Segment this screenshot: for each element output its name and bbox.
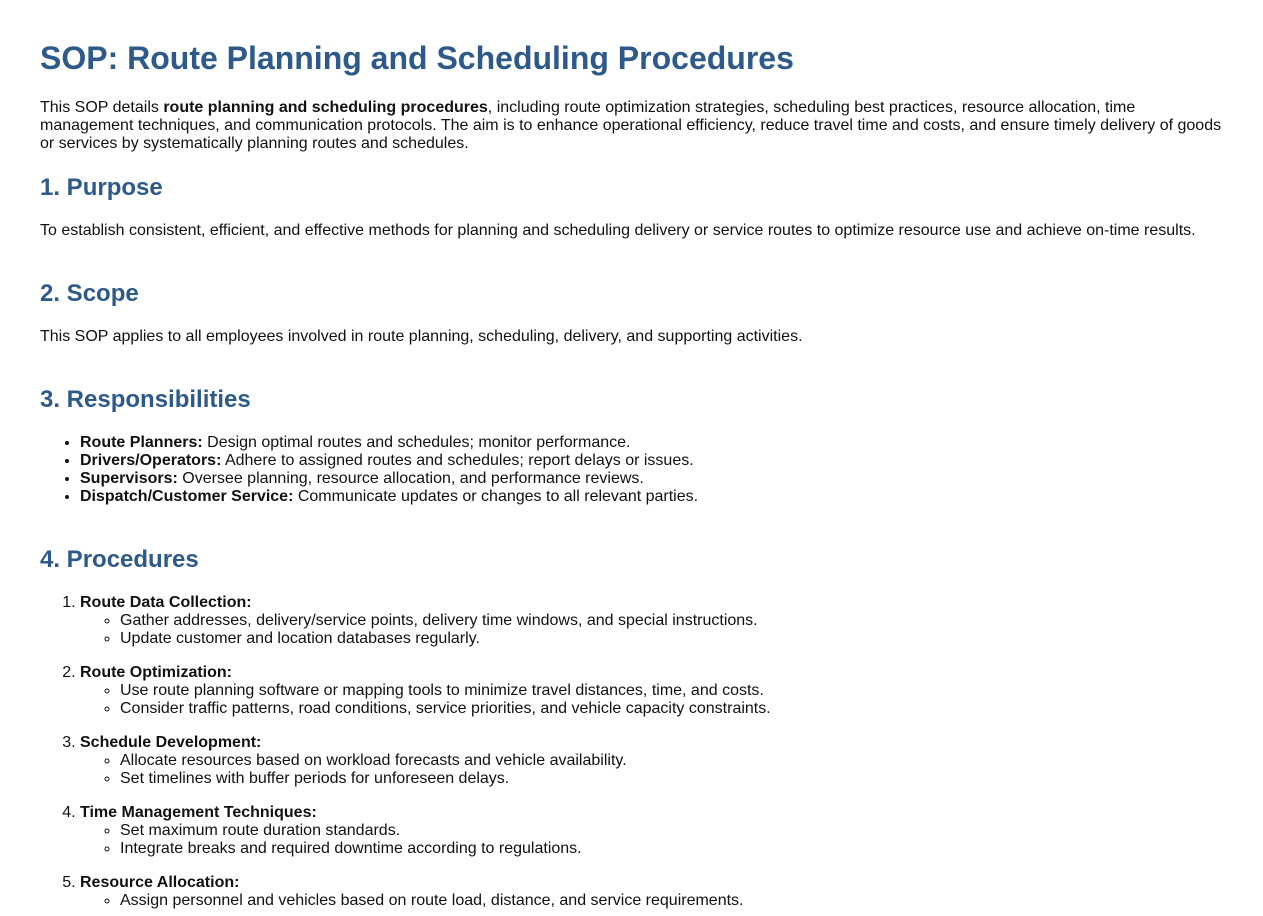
scope-heading: 2. Scope [40,279,139,307]
list-item: ◦ Gather addresses, delivery/service points, delivery time windows, and special instructions. [120,612,1223,630]
procedures-list [40,594,1223,910]
role-description: Adhere to assigned routes and schedules; report delays or issues. [221,451,694,469]
list-item [80,452,1223,470]
scope-text: This SOP applies to all employees involved in route planning, scheduling, delivery, and supporting activities. [40,327,803,345]
list-item: ◦ Consider traffic patterns, road conditions, service priorities, and vehicle capacity constraints. [120,700,1223,718]
page-title: SOP: Route Planning and Scheduling Procedures [40,40,794,76]
section-spacer [40,346,1223,376]
responsibilities-list [40,434,1223,506]
role-description: Communicate updates or changes to all relevant parties. [293,487,699,505]
step-title: Route Data Collection: [80,593,252,611]
step-title: Resource Allocation: [80,873,240,891]
role-label: Supervisors: [80,469,178,487]
intro-emphasis: route planning and scheduling procedures [163,98,488,116]
responsibilities-heading: 3. Responsibilities [40,385,251,413]
step-substeps [80,822,1223,858]
intro-body: , including route optimization strategies, scheduling best practices, resource allocation, time management techniques, and communication protocols. The aim is to enhance operational efficiency, reduce travel time and costs, and ensure timely delivery of goods or services by systematically planning routes and schedules. [40,98,1222,152]
procedure-step [80,664,1223,718]
step-title: Route Optimization: [80,663,232,681]
section-spacer [40,506,1223,536]
list-item: ◦ Update customer and location databases regularly. [120,630,1223,648]
step-substeps [80,612,1223,648]
list-item [80,488,1223,506]
step-substeps [80,682,1223,718]
role-description: Oversee planning, resource allocation, and performance reviews. [177,469,644,487]
procedures-heading: 4. Procedures [40,545,199,573]
list-item [80,434,1223,452]
section-spacer [40,240,1223,270]
procedure-step [80,804,1223,858]
role-label: Route Planners: [80,433,203,451]
intro-paragraph [40,99,1223,153]
role-description: Design optimal routes and schedules; monitor performance. [202,433,631,451]
sop-document [0,40,1263,910]
list-item: ◦ Set maximum route duration standards. [120,822,1223,840]
procedure-step [80,734,1223,788]
role-label: Drivers/Operators: [80,451,222,469]
list-item: ◦ Use route planning software or mapping tools to minimize travel distances, time, and costs. [120,682,1223,700]
list-item: ◦ Set timelines with buffer periods for unforeseen delays. [120,770,1223,788]
step-substeps [80,752,1223,788]
procedure-step [80,594,1223,648]
list-item [80,470,1223,488]
step-title: Time Management Techniques: [80,803,317,821]
step-title: Schedule Development: [80,733,262,751]
list-item: ◦ Allocate resources based on workload forecasts and vehicle availability. [120,752,1223,770]
procedure-step [80,874,1223,910]
list-item: ◦ Integrate breaks and required downtime according to regulations. [120,840,1223,858]
purpose-text: To establish consistent, efficient, and effective methods for planning and scheduling delivery or service routes to optimize resource use and achieve on-time results. [40,221,1196,239]
purpose-heading: 1. Purpose [40,173,163,201]
role-label: Dispatch/Customer Service: [80,487,294,505]
step-substeps [80,892,1223,910]
list-item: ◦ Assign personnel and vehicles based on route load, distance, and service requirements. [120,892,1223,910]
intro-lead: This SOP details [40,98,164,116]
